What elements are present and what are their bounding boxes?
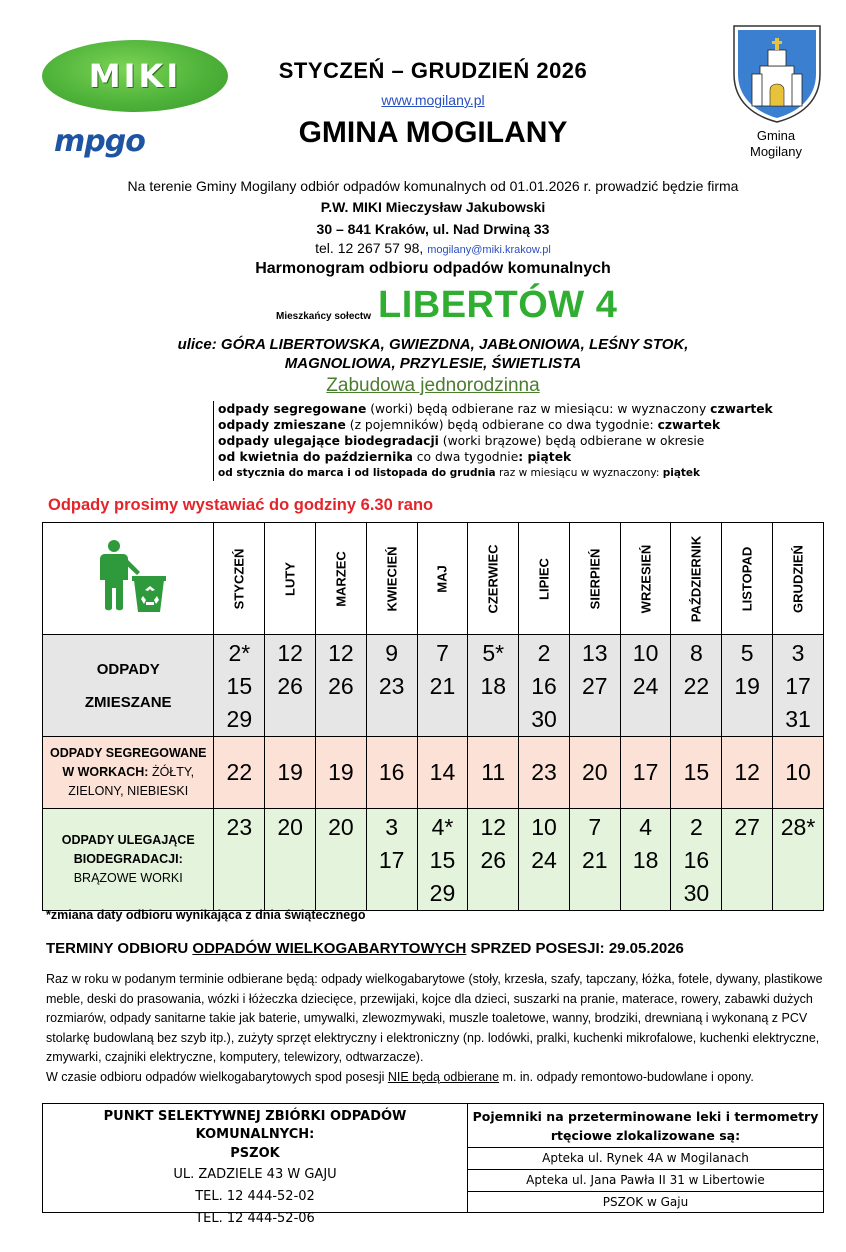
segregated-date: 12 — [722, 737, 773, 809]
month-header: PAŹDZIERNIK — [671, 523, 722, 635]
segregated-date: 19 — [265, 737, 316, 809]
mixed-dates: 5 19 — [722, 635, 773, 737]
rule-bio-winter: od stycznia do marca i od listopada do grudnia raz w miesiącu w wyznaczony: piątek — [218, 467, 701, 479]
village-name: LIBERTÓW 4 — [378, 284, 618, 326]
rule-segregated: odpady segregowane (worki) będą odbierane raz w miesiącu: w wyznaczony czwartek — [218, 402, 773, 416]
medicine-location: PSZOK w Gaju — [602, 1195, 689, 1209]
segregated-date: 19 — [316, 737, 367, 809]
rule-bio: odpady ulegające biodegradacji (worki brązowe) będą odbierane w okresie — [218, 434, 705, 448]
pszok-phone-1: TEL. 12 444-52-02 — [195, 1189, 315, 1204]
deadline-notice: Odpady prosimy wystawiać do godziny 6.30 rano — [48, 496, 434, 514]
month-header: WRZESIEŃ — [620, 523, 671, 635]
bio-dates: 7 21 — [569, 809, 620, 911]
miki-logo — [42, 40, 228, 112]
schedule-table — [42, 522, 824, 911]
rule-mixed: odpady zmieszane (z pojemników) będą odbierane co dwa tygodnie: czwartek — [218, 418, 721, 432]
month-header: SIERPIEŃ — [569, 523, 620, 635]
segregated-waste-row — [43, 737, 824, 809]
medicine-containers-box — [468, 1103, 824, 1213]
mixed-waste-row — [43, 635, 824, 737]
segregated-date: 22 — [214, 737, 265, 809]
mixed-dates: 8 22 — [671, 635, 722, 737]
collection-rules — [213, 401, 813, 481]
schedule-title: Harmonogram odbioru odpadów komunalnych — [255, 260, 611, 277]
month-header: LIPIEC — [519, 523, 570, 635]
month-header: LISTOPAD — [722, 523, 773, 635]
mixed-dates: 3 17 31 — [773, 635, 824, 737]
segregated-date: 11 — [468, 737, 519, 809]
bio-dates: 23 — [214, 809, 265, 911]
segregated-date: 16 — [366, 737, 417, 809]
mixed-dates: 5* 18 — [468, 635, 519, 737]
bio-dates: 27 — [722, 809, 773, 911]
month-header: GRUDZIEŃ — [773, 523, 824, 635]
bio-dates: 10 24 — [519, 809, 570, 911]
month-header: CZERWIEC — [468, 523, 519, 635]
company-name: P.W. MIKI Mieczysław Jakubowski — [320, 199, 546, 215]
mixed-dates: 9 23 — [366, 635, 417, 737]
mpgo-logo-text: mpgo — [54, 124, 145, 159]
segregated-date: 17 — [620, 737, 671, 809]
medicine-containers-title: Pojemniki na przeterminowane leki i termometry rtęciowe zlokalizowane są: — [468, 1104, 823, 1148]
gmina-title: GMINA MOGILANY — [298, 116, 568, 149]
pszok-title: PUNKT SELEKTYWNEJ ZBIÓRKI ODPADÓW KOMUNALNYCH: — [103, 1109, 407, 1142]
company-email[interactable]: mogilany@miki.krakow.pl — [427, 244, 551, 256]
coat-of-arms-icon — [730, 22, 824, 124]
bio-dates: 28* — [773, 809, 824, 911]
month-header: STYCZEŃ — [214, 523, 265, 635]
recycling-person-icon — [88, 536, 168, 616]
miki-logo-text: MIKI — [88, 57, 182, 95]
period-heading: STYCZEŃ – GRUDZIEŃ 2026 — [278, 58, 588, 83]
table-header-row — [43, 523, 824, 635]
segregated-date: 15 — [671, 737, 722, 809]
pszok-phone-2: TEL. 12 444-52-06 — [195, 1211, 315, 1226]
website-link[interactable]: www.mogilany.pl — [381, 92, 485, 108]
pszok-address: UL. ZADZIELE 43 W GAJU — [173, 1167, 337, 1182]
mixed-dates: 12 26 — [316, 635, 367, 737]
bulky-waste-description: Raz w roku w podanym terminie odbierane będą: odpady wielkogabarytowe (stoły, krzesła, szafy, tapczany, łóżka, fotele, dywany, plastikowe meble, deski do prasowania, wózki i łóżeczka dziecięce, przewijaki, kojce dla dzieci, suszarki na pranie, materace, rowery, zabawki dużych rozmiarów, odpady sanitarne takie jak baterie, umywalki, zlewozmywaki, muszle toaletowe, wanny, brodziki, drewnianą i wykonaną z PCV stolarkę budowlaną bez szyb itp.), zużyty sprzęt elektryczny i elektroniczny (np. lodówki, pralki, kuchenki mikrofalowe, kuchenki elektryczne, zmywarki, czajniki elektryczne, komputery, telewizory, odtwarzacze). — [46, 972, 823, 1065]
bulky-waste-note: W czasie odbioru odpadów wielkogabarytowych spod posesji NIE będą odbierane m. in. odpady remontowo-budowlane i opony. — [46, 1070, 754, 1084]
medicine-location: Apteka ul. Rynek 4A w Mogilanach — [468, 1148, 823, 1170]
mixed-dates: 13 27 — [569, 635, 620, 737]
bio-dates: 20 — [265, 809, 316, 911]
bio-dates: 4* 15 29 — [417, 809, 468, 911]
mixed-dates: 2* 15 29 — [214, 635, 265, 737]
residents-label: Mieszkańcy sołectw — [276, 311, 372, 322]
holiday-footnote: *zmiana daty odbioru wynikająca z dnia świątecznego — [46, 908, 366, 922]
bio-waste-row — [43, 809, 824, 911]
bulky-waste-title: TERMINY ODBIORU ODPADÓW WIELKOGABARYTOWYCH SPRZED POSESJI: 29.05.2026 — [46, 940, 684, 957]
building-type: Zabudowa jednorodzinna — [326, 375, 540, 396]
company-address: 30 – 841 Kraków, ul. Nad Drwiną 33 — [316, 221, 550, 237]
month-header: MAJ — [417, 523, 468, 635]
rule-bio-summer: od kwietnia do października co dwa tygodnie: piątek — [218, 450, 572, 464]
bio-dates: 3 17 — [366, 809, 417, 911]
month-header: LUTY — [265, 523, 316, 635]
company-phone: tel. 12 267 57 98, — [315, 240, 424, 256]
recycling-icon-cell — [43, 523, 214, 635]
mixed-waste-label: ODPADY ZMIESZANE — [43, 635, 214, 737]
month-header: KWIECIEŃ — [366, 523, 417, 635]
bio-dates: 2 16 30 — [671, 809, 722, 911]
intro-text: Na terenie Gminy Mogilany odbiór odpadów komunalnych od 01.01.2026 r. prowadzić będzie firma — [127, 178, 739, 194]
streets-list: ulice: GÓRA LIBERTOWSKA, GWIEZDNA, JABŁONIOWA, LEŚNY STOK, MAGNOLIOWA, PRZYLESIE, ŚWIETLISTA — [177, 336, 689, 372]
mpgo-logo — [54, 124, 194, 162]
month-header: MARZEC — [316, 523, 367, 635]
mixed-dates: 10 24 — [620, 635, 671, 737]
segregated-date: 23 — [519, 737, 570, 809]
mixed-dates: 12 26 — [265, 635, 316, 737]
bio-dates: 12 26 — [468, 809, 519, 911]
bio-dates: 20 — [316, 809, 367, 911]
pszok-abbrev: PSZOK — [230, 1146, 280, 1161]
medicine-location: Apteka ul. Jana Pawła II 31 w Libertowie — [468, 1170, 823, 1192]
segregated-date: 10 — [773, 737, 824, 809]
segregated-waste-label: ODPADY SEGREGOWANE W WORKACH: ŻÓŁTY, ZIELONY, NIEBIESKI — [43, 737, 214, 809]
mixed-dates: 2 16 30 — [519, 635, 570, 737]
pszok-box — [42, 1103, 468, 1226]
mixed-dates: 7 21 — [417, 635, 468, 737]
coat-of-arms-label: Gmina Mogilany — [749, 128, 803, 159]
bio-dates: 4 18 — [620, 809, 671, 911]
company-contact — [40, 240, 826, 256]
bio-waste-label: ODPADY ULEGAJĄCE BIODEGRADACJI: BRĄZOWE WORKI — [43, 809, 214, 911]
segregated-date: 14 — [417, 737, 468, 809]
segregated-date: 20 — [569, 737, 620, 809]
